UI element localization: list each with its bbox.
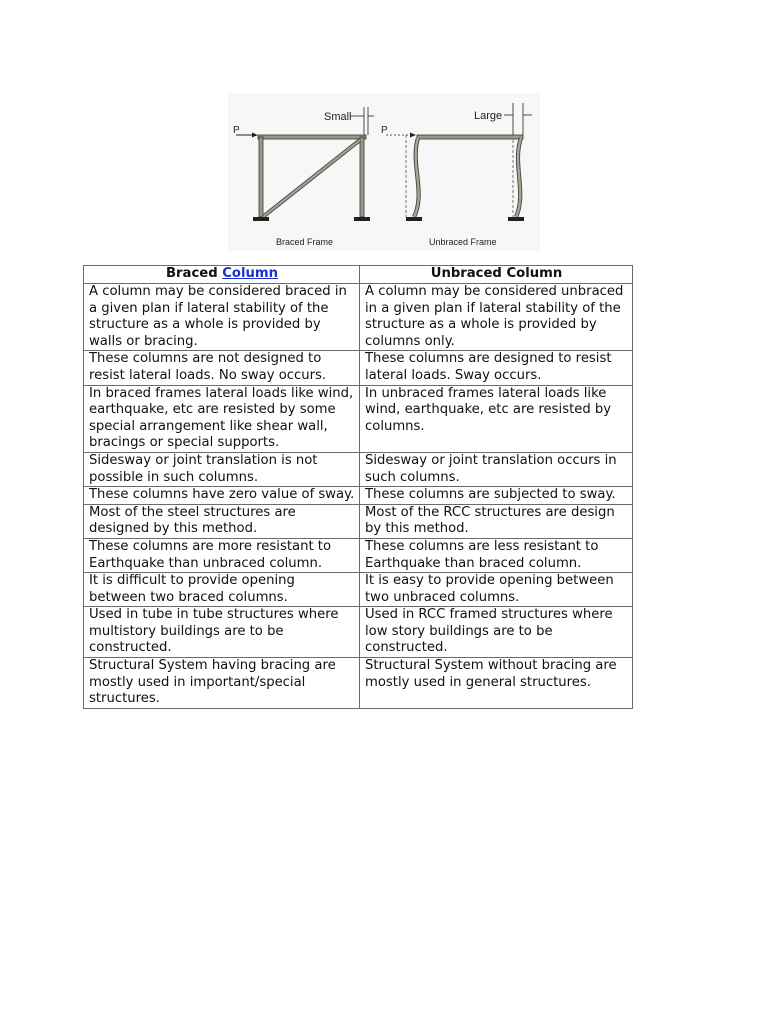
unbraced-cell: Structural System without bracing are mostly used in general structures.	[360, 658, 633, 709]
braced-cell: Structural System having bracing are mostly used in important/special structures.	[84, 658, 360, 709]
unbraced-cell: It is easy to provide opening between two unbraced columns.	[360, 573, 633, 607]
braced-cell: A column may be considered braced in a given plan if lateral stability of the structure as a whole is provided by walls or bracing.	[84, 284, 360, 351]
column-link[interactable]: Column	[222, 266, 279, 281]
braced-left-column	[259, 137, 263, 217]
table-row	[84, 573, 633, 607]
table-row	[84, 487, 633, 505]
braced-column-header	[84, 266, 360, 284]
large-drift-label: Large	[474, 110, 503, 122]
unbraced-load-label: P	[381, 125, 388, 136]
table-row	[84, 284, 633, 351]
braced-cell: Used in tube in tube structures where multistory buildings are to be constructed.	[84, 607, 360, 658]
unbraced-cell: These columns are designed to resist lateral loads. Sway occurs.	[360, 351, 633, 385]
braced-load-label: P	[233, 125, 240, 136]
unbraced-beam	[417, 135, 523, 139]
unbraced-cell: Most of the RCC structures are design by this method.	[360, 504, 633, 538]
unbraced-right-support	[508, 217, 524, 221]
unbraced-cell: These columns are subjected to sway.	[360, 487, 633, 505]
unbraced-cell: Used in RCC framed structures where low story buildings are to be constructed.	[360, 607, 633, 658]
small-drift-label: Small	[324, 111, 352, 123]
braced-frame-caption: Braced Frame	[276, 237, 334, 247]
table-row	[84, 385, 633, 452]
table-row	[84, 504, 633, 538]
braced-left-support	[253, 217, 269, 221]
braced-cell: In braced frames lateral loads like wind, earthquake, etc are resisted by some special arrangement like shear wall, bracings or special supports.	[84, 385, 360, 452]
unbraced-left-support	[406, 217, 422, 221]
braced-header-text: Braced	[165, 266, 223, 281]
unbraced-cell: Sidesway or joint translation occurs in such columns.	[360, 452, 633, 486]
braced-cell: Most of the steel structures are designed by this method.	[84, 504, 360, 538]
comparison-table	[83, 265, 633, 709]
table-row	[84, 538, 633, 572]
braced-cell: These columns are not designed to resist lateral loads. No sway occurs.	[84, 351, 360, 385]
braced-right-column	[360, 137, 364, 217]
table-row	[84, 658, 633, 709]
braced-cell: These columns are more resistant to Earthquake than unbraced column.	[84, 538, 360, 572]
frame-diagram	[228, 93, 540, 251]
unbraced-column-header: Unbraced Column	[360, 266, 633, 284]
unbraced-cell: A column may be considered unbraced in a given plan if lateral stability of the structure as a whole is provided by columns only.	[360, 284, 633, 351]
braced-cell: It is difficult to provide opening between two braced columns.	[84, 573, 360, 607]
unbraced-cell: These columns are less resistant to Earthquake than braced column.	[360, 538, 633, 572]
braced-right-support	[354, 217, 370, 221]
braced-unbraced-frame-figure	[228, 93, 540, 251]
unbraced-cell: In unbraced frames lateral loads like wind, earthquake, etc are resisted by columns.	[360, 385, 633, 452]
unbraced-frame-caption: Unbraced Frame	[429, 237, 497, 247]
table-row	[84, 607, 633, 658]
table-header-row	[84, 266, 633, 284]
table-row	[84, 351, 633, 385]
braced-beam	[258, 135, 366, 139]
table-row	[84, 452, 633, 486]
braced-cell: Sidesway or joint translation is not possible in such columns.	[84, 452, 360, 486]
braced-cell: These columns have zero value of sway.	[84, 487, 360, 505]
